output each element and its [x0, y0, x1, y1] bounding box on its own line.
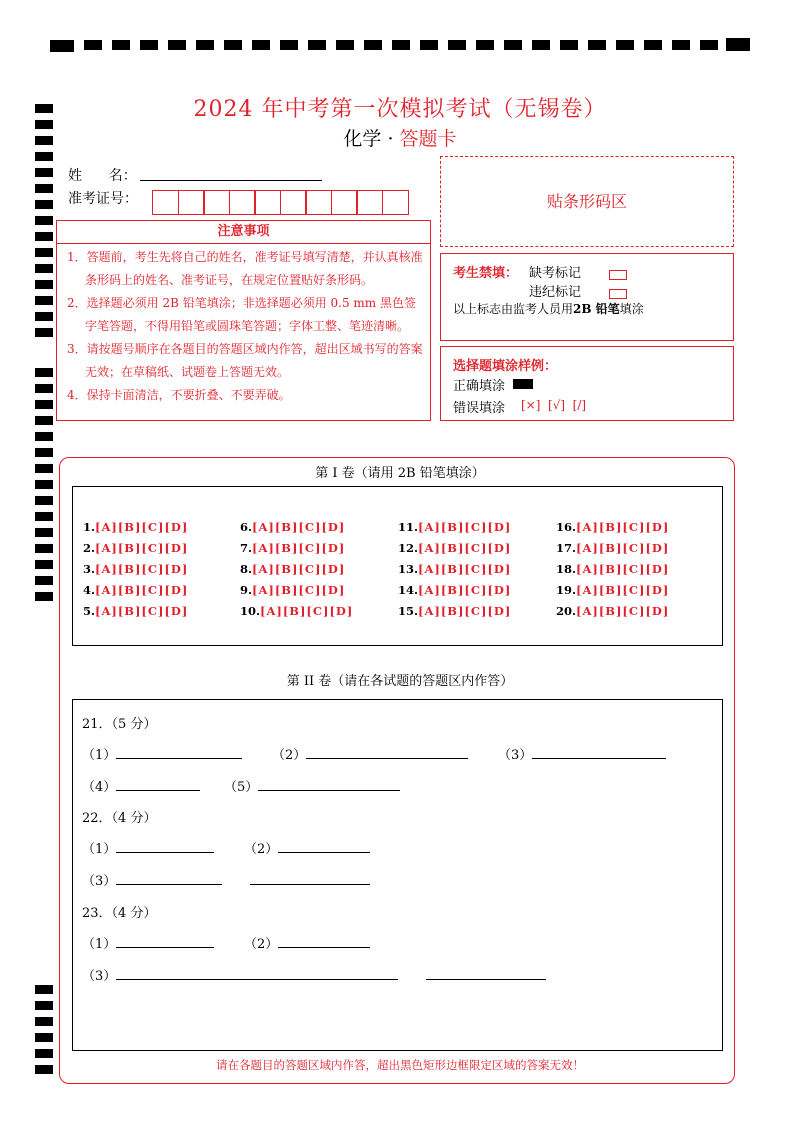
question-4[interactable]: 4.[A][B][C][D] [83, 583, 189, 597]
correct-label: 正确填涂 [453, 379, 506, 394]
question-7[interactable]: 7.[A][B][C][D] [240, 541, 346, 555]
question-16[interactable]: 16.[A][B][C][D] [556, 520, 670, 534]
barcode-area [440, 156, 734, 247]
question-5[interactable]: 5.[A][B][C][D] [83, 604, 189, 618]
q21-part1-label: （1） [82, 748, 117, 763]
q22-part1-line[interactable] [116, 852, 214, 853]
q22-part3-label: （3） [82, 874, 117, 889]
section1-title: 第 I 卷（请用 2B 铅笔填涂） [315, 466, 485, 481]
question-13[interactable]: 13.[A][B][C][D] [398, 562, 512, 576]
subtitle-card: 答题卡 [399, 128, 457, 150]
forbidden-heading: 考生禁填： [453, 266, 519, 281]
notice-item-3: 3．请按题号顺序在各题目的答题区域内作答，超出区域书写的答案无效；在草稿纸、试题卷上答题无效。 [67, 342, 423, 379]
name-label: 姓 名： [68, 168, 137, 184]
q23-part3-line-b[interactable] [426, 979, 546, 980]
q21-part4-label: （4） [82, 780, 117, 795]
q23-part3-line[interactable] [116, 979, 398, 980]
q21-part5-line[interactable] [258, 790, 400, 791]
q23-part1-line[interactable] [116, 947, 214, 948]
q22-part3-line-b[interactable] [250, 884, 370, 885]
q21-part5-label: （5） [224, 780, 259, 795]
sample-heading: 选择题填涂样例： [453, 359, 558, 374]
q23-part2-label: （2） [244, 937, 279, 952]
question-20[interactable]: 20.[A][B][C][D] [556, 604, 670, 618]
question-17[interactable]: 17.[A][B][C][D] [556, 541, 670, 555]
q22-part2-label: （2） [244, 842, 279, 857]
absent-label: 缺考标记 [529, 266, 582, 281]
q23-part3-label: （3） [82, 969, 117, 984]
notice-box [56, 220, 431, 421]
forbidden-note-prefix: 以上标志由监考人员用 [453, 302, 574, 316]
q23-part2-line[interactable] [278, 947, 370, 948]
id-label: 准考证号： [68, 191, 138, 207]
notice-item-2: 2．选择题必须用 2B 铅笔填涂；非选择题必须用 0.5 mm 黑色签字笔答题，不得用铅笔或圆珠笔答题；字体工整、笔迹清晰。 [67, 296, 417, 333]
question-2[interactable]: 2.[A][B][C][D] [83, 541, 189, 555]
forbidden-note-bold: 2B 铅笔 [573, 302, 620, 316]
barcode-label: 贴条形码区 [546, 192, 627, 211]
wrong-marks: [×] [√] [/] [521, 398, 587, 412]
name-field[interactable] [140, 180, 322, 181]
forbidden-note [453, 300, 644, 317]
notice-item-4: 4．保持卡面清洁，不要折叠、不要弄破。 [67, 388, 291, 402]
question-15[interactable]: 15.[A][B][C][D] [398, 604, 512, 618]
question-10[interactable]: 10.[A][B][C][D] [240, 604, 354, 618]
id-boxes[interactable] [152, 190, 407, 215]
q21-part3-line[interactable] [532, 758, 666, 759]
correct-fill-sample [513, 379, 533, 389]
q22-label: 22．（4 分） [82, 811, 157, 826]
wrong-label: 错误填涂 [453, 401, 506, 416]
forbidden-note-suffix: 填涂 [619, 302, 644, 316]
forbidden-box [440, 253, 734, 341]
violation-label: 违纪标记 [529, 285, 582, 300]
page-subtitle [0, 124, 800, 151]
question-12[interactable]: 12.[A][B][C][D] [398, 541, 512, 555]
sample-box [440, 346, 734, 421]
page-title: 2024 年中考第一次模拟考试（无锡卷） [193, 97, 607, 122]
q21-part2-line[interactable] [306, 758, 468, 759]
question-18[interactable]: 18.[A][B][C][D] [556, 562, 670, 576]
absent-mark-box[interactable] [609, 264, 627, 283]
question-1[interactable]: 1.[A][B][C][D] [83, 520, 189, 534]
question-19[interactable]: 19.[A][B][C][D] [556, 583, 670, 597]
q21-label: 21．（5 分） [82, 717, 157, 732]
subtitle-subject: 化学 · [343, 128, 400, 150]
question-11[interactable]: 11.[A][B][C][D] [398, 520, 512, 534]
footer-warning: 请在各题目的答题区域内作答，超出黑色矩形边框限定区域的答案无效！ [216, 1058, 584, 1072]
q22-part2-line[interactable] [278, 852, 370, 853]
q21-part2-label: （2） [272, 748, 307, 763]
q22-part3-line[interactable] [116, 884, 222, 885]
section2-box [72, 699, 723, 1051]
q23-label: 23．（4 分） [82, 906, 157, 921]
question-6[interactable]: 6.[A][B][C][D] [240, 520, 346, 534]
question-8[interactable]: 8.[A][B][C][D] [240, 562, 346, 576]
notice-item-1: 1．答题前，考生先将自己的姓名，准考证号填写清楚，并认真核准条形码上的姓名、准考证号，在规定位置贴好条形码。 [67, 250, 423, 287]
question-3[interactable]: 3.[A][B][C][D] [83, 562, 189, 576]
q21-part1-line[interactable] [116, 758, 242, 759]
q23-part1-label: （1） [82, 937, 117, 952]
question-14[interactable]: 14.[A][B][C][D] [398, 583, 512, 597]
notice-heading: 注意事项 [57, 221, 430, 244]
section2-title: 第 II 卷（请在各试题的答题区内作答） [286, 674, 514, 689]
question-9[interactable]: 9.[A][B][C][D] [240, 583, 346, 597]
q22-part1-label: （1） [82, 842, 117, 857]
q21-part3-label: （3） [498, 748, 533, 763]
q21-part4-line[interactable] [116, 790, 200, 791]
